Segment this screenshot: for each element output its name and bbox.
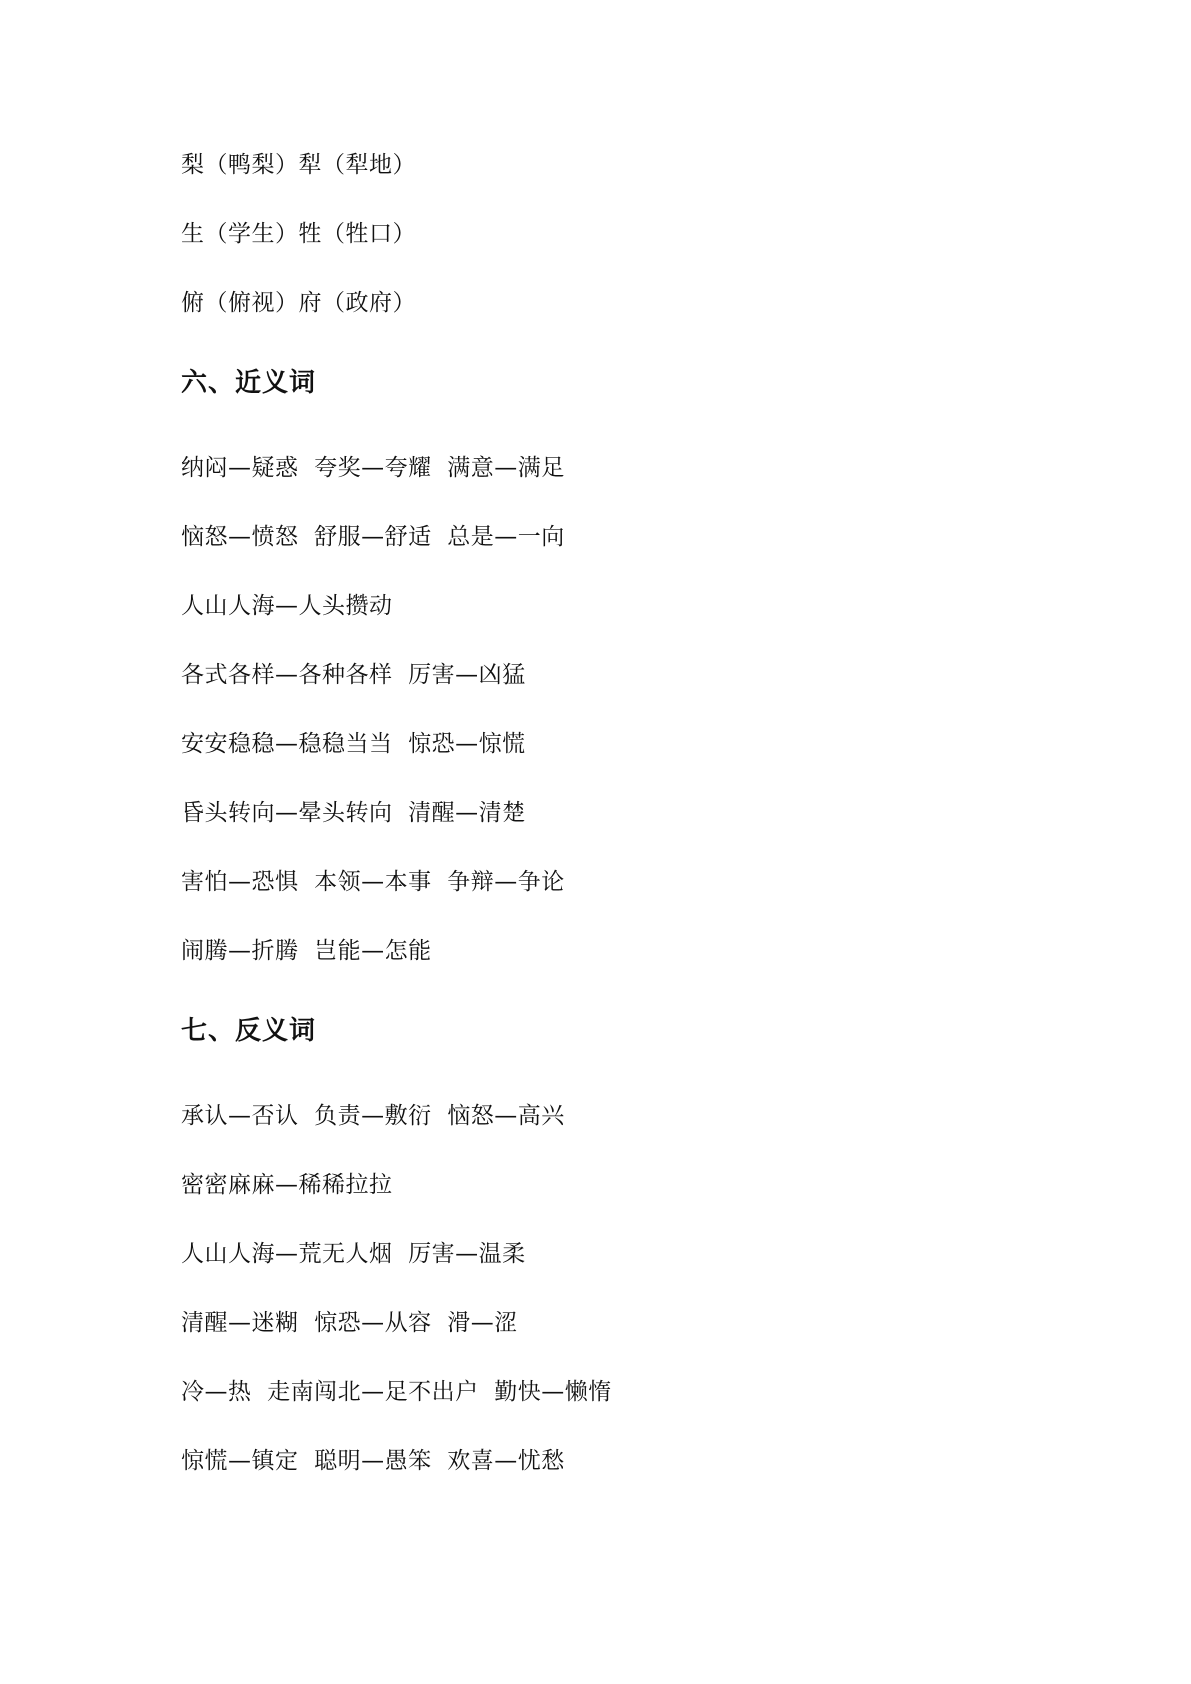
antonym-line: 清醒—迷糊 惊恐—从容 滑—涩 [181,1310,518,1336]
synonyms-heading: 六、近义词 [181,368,317,398]
synonym-line: 闹腾—折腾 岂能—怎能 [181,938,432,964]
synonym-line: 安安稳稳—稳稳当当 惊恐—惊慌 [181,731,526,757]
synonym-line: 各式各样—各种各样 厉害—凶猛 [181,662,526,688]
homophone-line: 生（学生）牲（牲口） [181,221,416,247]
synonym-line: 人山人海—人头攒动 [181,593,393,619]
antonym-line: 承认—否认 负责—敷衍 恼怒—高兴 [181,1103,565,1129]
synonym-line: 纳闷—疑惑 夸奖—夸耀 满意—满足 [181,455,565,481]
antonym-line: 冷—热 走南闯北—足不出户 勤快—懒惰 [181,1379,612,1405]
synonym-line: 恼怒—愤怒 舒服—舒适 总是—一向 [181,524,565,550]
antonym-line: 密密麻麻—稀稀拉拉 [181,1172,393,1198]
antonym-line: 惊慌—镇定 聪明—愚笨 欢喜—忧愁 [181,1448,565,1474]
antonyms-heading: 七、反义词 [181,1016,317,1046]
synonym-line: 害怕—恐惧 本领—本事 争辩—争论 [181,869,565,895]
synonym-line: 昏头转向—晕头转向 清醒—清楚 [181,800,526,826]
antonym-line: 人山人海—荒无人烟 厉害—温柔 [181,1241,526,1267]
homophone-line: 梨（鸭梨）犁（犁地） [181,152,416,178]
homophone-line: 俯（俯视）府（政府） [181,290,416,316]
